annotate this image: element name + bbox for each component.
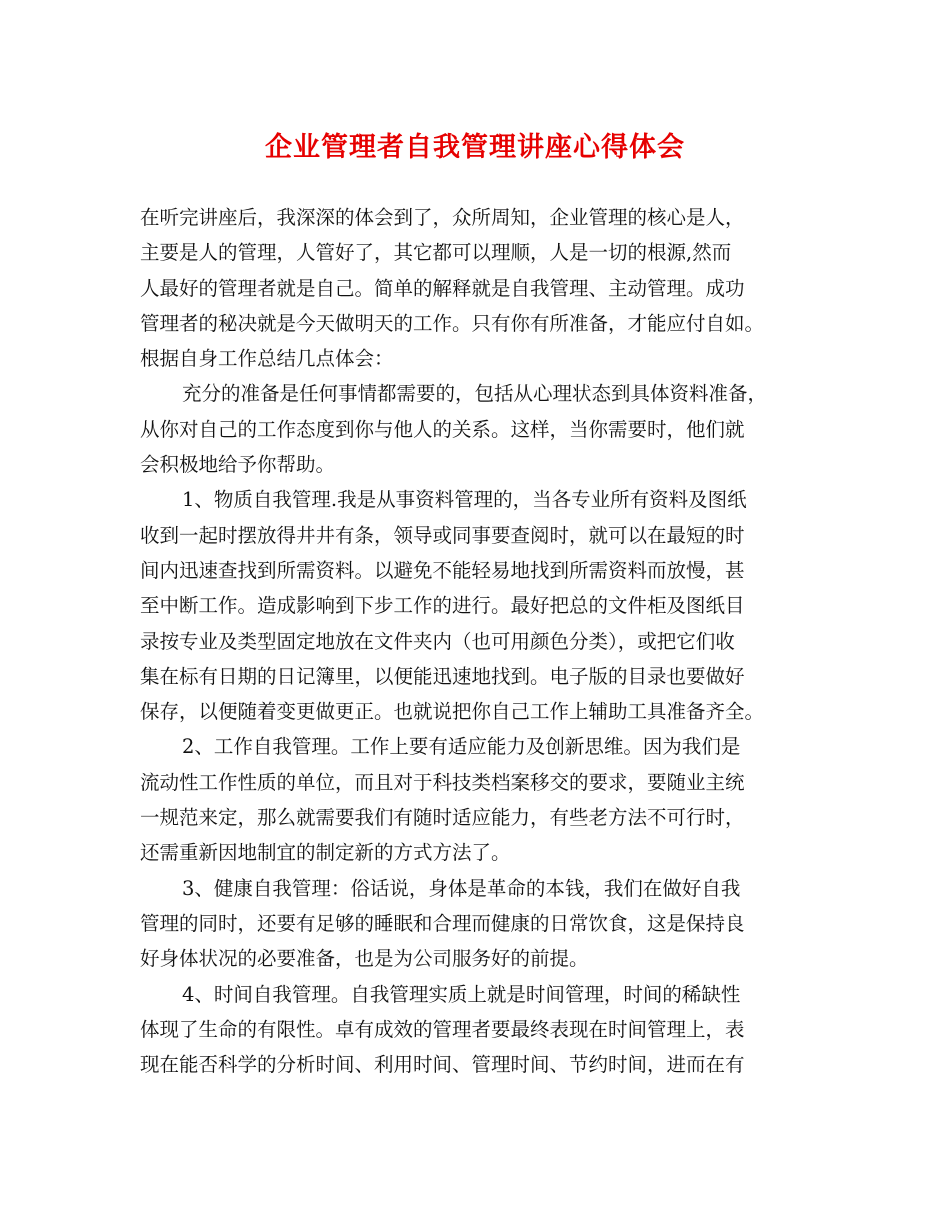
text-line: 录按专业及类型固定地放在文件夹内（也可用颜色分类），或把它们收: [140, 629, 735, 653]
document-body: [140, 200, 820, 1082]
text-line: 至中断工作。造成影响到下步工作的进行。最好把总的文件柜及图纸目: [140, 594, 745, 618]
text-line: 根据自身工作总结几点体会：: [140, 347, 394, 371]
text-line: 保存，以便随着变更做更正。也就说把你自己工作上辅助工具准备齐全。: [140, 700, 765, 724]
text-line: 1、物质自我管理.我是从事资料管理的，当各专业所有资料及图纸: [182, 488, 747, 512]
text-line: 一规范来定，那么就需要我们有随时适应能力，有些老方法不可行时，: [140, 806, 745, 830]
text-line: 3、健康自我管理：俗话说，身体是革命的本钱，我们在做好自我: [182, 876, 741, 900]
text-line: 管理的同时，还要有足够的睡眠和合理而健康的日常饮食，这是保持良: [140, 911, 745, 935]
text-line: 2、工作自我管理。工作上要有适应能力及创新思维。因为我们是: [182, 735, 741, 759]
text-line: 人最好的管理者就是自己。简单的解释就是自我管理、主动管理。成功: [140, 276, 745, 300]
text-line: 好身体状况的必要准备，也是为公司服务好的前提。: [140, 947, 589, 971]
text-line: 流动性工作性质的单位，而且对于科技类档案移交的要求，要随业主统: [140, 770, 745, 794]
document-title: 企业管理者自我管理讲座心得体会: [265, 132, 685, 163]
text-line: 体现了生命的有限性。卓有成效的管理者要最终表现在时间管理上，表: [140, 1017, 745, 1041]
text-line: 间内迅速查找到所需资料。以避免不能轻易地找到所需资料而放慢，甚: [140, 558, 745, 582]
text-line: 收到一起时摆放得井井有条，领导或同事要查阅时，就可以在最短的时: [140, 523, 745, 547]
text-line: 会积极地给予你帮助。: [140, 453, 336, 477]
text-line: 集在标有日期的日记簿里，以便能迅速地找到。电子版的目录也要做好: [140, 664, 745, 688]
text-line: 还需重新因地制宜的制定新的方式方法了。: [140, 841, 511, 865]
text-line: 主要是人的管理，人管好了，其它都可以理顺，人是一切的根源,然而: [140, 241, 732, 265]
text-line: 从你对自己的工作态度到你与他人的关系。这样，当你需要时，他们就: [140, 417, 745, 441]
text-line: 在听完讲座后，我深深的体会到了，众所周知，企业管理的核心是人，: [140, 206, 745, 229]
text-line: 4、时间自我管理。自我管理实质上就是时间管理，时间的稀缺性: [182, 982, 741, 1006]
text-line: 充分的准备是任何事情都需要的，包括从心理状态到具体资料准备，: [182, 382, 768, 406]
text-line: 管理者的秘决就是今天做明天的工作。只有你有所准备，才能应付自如。: [140, 311, 765, 335]
text-line: 现在能否科学的分析时间、利用时间、管理时间、节约时间，进而在有: [140, 1053, 745, 1077]
